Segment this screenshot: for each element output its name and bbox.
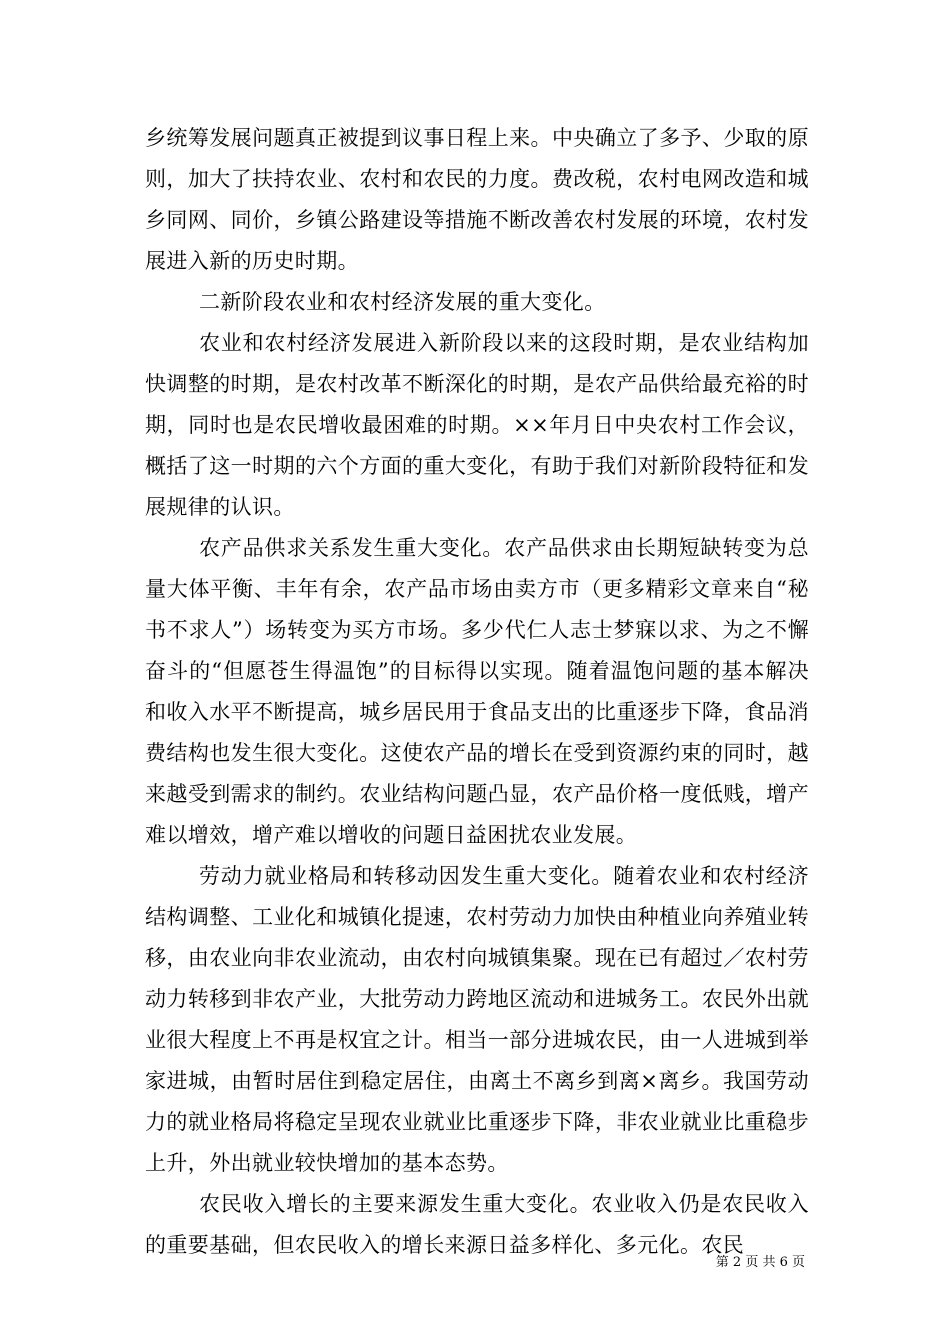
page-number-footer: 第 2 页 共 6 页	[715, 1255, 805, 1270]
paragraph-1: 乡统筹发展问题真正被提到议事日程上来。中央确立了多予、少取的原则，加大了扶持农业、农村和农民的力度。费改税，农村电网改造和城乡同网、同价，乡镇公路建设等措施不断改善农村发展的环境，农村发展进入新的历史时期。	[145, 126, 809, 273]
paragraph-2-heading: 二新阶段农业和农村经济发展的重大变化。	[199, 290, 606, 314]
paragraph-3: 农业和农村经济发展进入新阶段以来的这段时期，是农业结构加快调整的时期，是农村改革不断深化的时期，是农产品供给最充裕的时期，同时也是农民增收最困难的时期。××年月日中央农村工作会议，概括了这一时期的六个方面的重大变化，有助于我们对新阶段特征和发展规律的认识。	[145, 331, 809, 519]
paragraph-5: 劳动力就业格局和转移动因发生重大变化。随着农业和农村经济结构调整、工业化和城镇化提速，农村劳动力加快由种植业向养殖业转移，由农业向非农业流动，由农村向城镇集聚。现在已有超过／农村劳动力转移到非农产业，大批劳动力跨地区流动和进城务工。农民外出就业很大程度上不再是权宜之计。相当一部分进城农民，由一人进城到举家进城，由暂时居住到稳定居住，由离土不离乡到离×离乡。我国劳动力的就业格局将稳定呈现农业就业比重逐步下降，非农业就业比重稳步上升，外出就业较快增加的基本态势。	[145, 864, 809, 1175]
paragraph-4: 农产品供求关系发生重大变化。农产品供求由长期短缺转变为总量大体平衡、丰年有余，农产品市场由卖方市（更多精彩文章来自“秘书不求人”）场转变为买方市场。多少代仁人志士梦寐以求、为之不懈奋斗的“但愿苍生得温饱”的目标得以实现。随着温饱问题的基本解决和收入水平不断提高，城乡居民用于食品支出的比重逐步下降，食品消费结构也发生很大变化。这使农产品的增长在受到资源约束的同时，越来越受到需求的制约。农业结构问题凸显，农产品价格一度低贱，增产难以增效，增产难以增收的问题日益困扰农业发展。	[145, 536, 809, 847]
document-body	[145, 118, 809, 1266]
paragraph-6: 农民收入增长的主要来源发生重大变化。农业收入仍是农民收入的重要基础，但农民收入的增长来源日益多样化、多元化。农民	[145, 1192, 809, 1257]
